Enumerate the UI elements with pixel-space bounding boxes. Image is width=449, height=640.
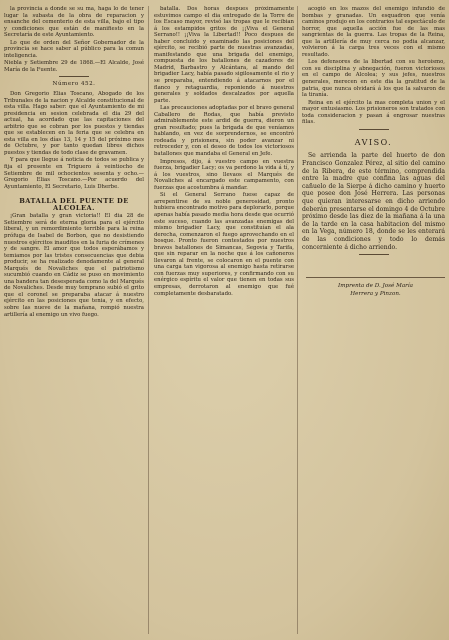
edict-paragraph: Don Gregorio Elias Toscano, Abogado de los Tribunales de la nacion y Alcalde constitucional de esta villa. Hago saber: que el Ayuntamiento de mi presidencia en sesion celebrada el dia 29 del actual, ha acordado que las capitaciones del arbitrio que se cobran por los puestos y tiendas que se establecen en la feria que se celebra en esta villa en los días 13, 14 y 15 del próximo mes de Octubre, y por tanto quedan libres dichos puestos y tiendas de todo clase de gravamen. [4,91,144,156]
article-paragraph: Las precauciones adoptadas por el bravo general Caballero de Rodas, que había previsto admirablemente este ardid de guerra, dieron un gran resultado; pues la brigada de que veníamos hablando, en vez de sorprendernos, se encontró rodeada y prisionera, sin poder avanzar ni retroceder y, con el deseo de todos los victoriosos batallones que mandaba el General en Jefe. [154,105,294,158]
column-divider [148,6,149,634]
edict-paragraph-2: Y para que llegue á noticia de todos se publica y fija el presente en Triguero á veintiocho de Setiembre de mil ochocientos sesenta y ocho.—Gregorio Elias Toscano.—Por acuerdo del Ayuntamiento, El Secretario, Luis Dherbe. [4,157,144,190]
column-middle [154,6,294,634]
column-divider [297,6,298,634]
aviso-paragraph: Se arrienda la parte del huerto de don Francisco Gonzalez Pérez, al sitio del camino de la Ribera, de este término, comprendida entre la madre que confina las aguas del cañuelo de la Sierpe á dicho camino y huerto que posee don José Herrera. Las personas que quieran interesarse en dicho arriendo deberán presentarse el domingo 4 de Octubre próximo desde las diez de la mañana á la una de la tarde en la casa habitacion del mismo en la Vega, número 18, donde se les enterará de las condiciones y todo lo demás concerniente á dicho arriendo. [302,152,445,251]
intro-paragraph: la provincia a donde se su ma, haga lo de tener lugar la subasta de la obra de reparacion y ensanche del cementerio de esta villa, bajo el tipo y condiciones que están de manifiesto en la Secretaría de este Ayuntamiento. [4,6,144,39]
numero-heading: Número 452. [52,81,96,88]
article-paragraph: batalla. Dos horas despues próximamente estuvimos campo el dia entregado de la Torre de los Escaso mayor, revisó las tropas que le recibian á los estampidos gritos de ¡¡Viva el General Serrano!! ¡¡Viva la Libertad!! Poco despues de haber concluido y examinado las posiciones del ejército, se recibió parte de nuestras avanzadas, manifestando que una brigada del enemigo, compuesta de los batallones de cazadores de Madrid, Barbastro y Alcántara, al mando del brigadier Lacy, había pasado sigilosamente el rio y se preparaba, entendiendo á atacarnos por el flanco y retaguardia, reponiendo á nuestros generales y soldados descalzados por aquella parte. [154,6,294,104]
column-right [302,6,445,634]
article-paragraph: Los defensores de la libertad con su heroismo, con su disciplina y abnegación, fueron victoriosos en el campo de Alcolea; y sus jefes, nuestros generales, merecen en este dia la gratitud de la patria, que nunca olvidará á los que la salvaron de la tiranía. [302,59,445,99]
divider [359,254,389,255]
intro-paragraph-2: Lo que de orden del Señor Gobernador de la provincia se hace saber al público para la comun inteligencia. [4,39,144,59]
imprenta-line-2: Herrera y Pinzon. [350,291,401,298]
imprenta-line-1: Imprenta de D. José María [338,283,413,290]
divider [359,129,389,130]
batalla-paragraph: ¡Gran batalla y gran victoria!! El dia 28 de Setiembre será de eterna gloria para el ejército liberal, y un remordimiento terrible para la reina prófuga de Isabel de Borbon, que no desistiendo nuestros ejércitos inauditos en la furia de crímenes y de sangre. El amor que todos esperábamos y temiamos por las tristes consecuencias que debia producir, se ha realizado denodamente al general Marqués de Novaliches que el patriotismo sucumbió cuando en Cádiz se puso en movimiento una bandera tan desesperada como la del Marqués de Novaliches. Desde muy temprano subió el grito que el coronel se preparaba atacar á nuestro ejército en las posiciones que tenia, y en efecto, sobre las nueve de la mañana, rompió nuestra artillería al enemigo un vivo fuego. [4,213,144,318]
divider [59,76,89,77]
aviso-heading: AVISO. [354,137,393,147]
signature-line: Niebla y Setiembre 29 de 1868.—El Alcalde, José María de la Fuente. [4,60,144,73]
imprenta-block [306,277,445,298]
column-left [4,6,144,634]
divider [306,277,445,278]
article-paragraph: Reina en el ejército la mas completa union y el mayor entusiasmo. Los prisioneros son tratados con toda consideracion y pasan á engrosar nuestras filas. [302,99,445,126]
article-paragraph: acogió en los mazos del enemigo infundió de bombas y granadas. Un esquadron que venía caminos produjo en los contrarios tal espectáculo de horror, que aquella acción fue de las mas sangrientas de la guerra. Las tropas de la Reina, que la artillería de muy cerca no podia alcanzar, volvieron á la carga tres veces con el mismo resultado. [302,6,445,58]
article-paragraph: Impresos, dijo, á vuestro campo en vuestra fuerza, brigadier Lacy; os va perdono la vida á tí, y á los vuestros, sino llevaos el Marqués de Novaliches al encargado este campamento, con fuerzas que acostumbra á mandar. [154,158,294,191]
article-paragraph: Si el General Serrano fuese capaz de arrepentirse de su noble generosidad, pronto hubiera encontrado motivo para deplorarlo, porque apenas había pasado media hora desde que ocurrió este suceso, cuando las avanzadas enemigas del mismo brigadier Lacy, que constituían el ala derecha, comenzaron el fuego aprovechando en el bosque. Pronto fueron contestados por nuestros bravos batallones de Simancas, Segovia y Tarifa, que sin reparar en la noche que á los cañoneros llevaron al frente, se colocaron en el puente con una carga tan vigorosa al enemigo hasta retirarse con fuerzas muy superiores, y confirmando con su enérgico espíritu el valor que tienen en todas sus empresas, derrotaron al enemigo que fué completamente desbaratado. [154,192,294,297]
batalla-heading: BATALLA DEL PUENTE DE ALCOLEA. [19,197,129,212]
